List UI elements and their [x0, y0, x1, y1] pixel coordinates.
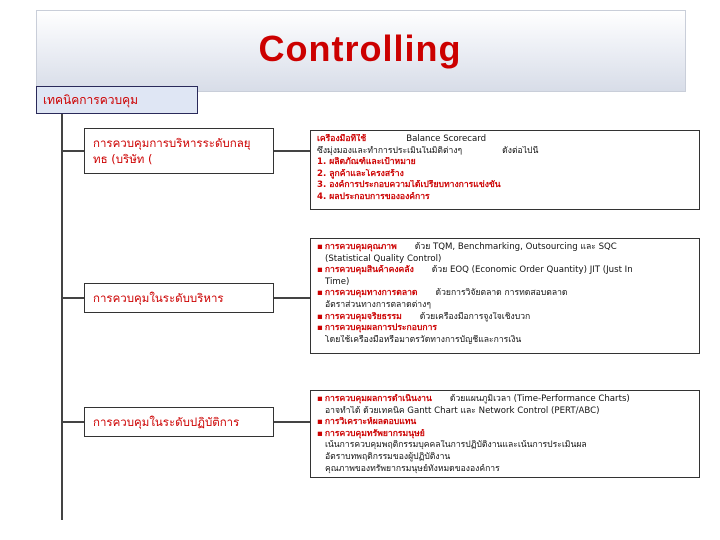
- branch-connector-operational: [61, 421, 85, 423]
- operational-hr: ▪ การควบคุมทรัพยากรมนุษย์: [317, 428, 425, 439]
- root-node: [36, 86, 198, 114]
- branch-node-managerial: [84, 283, 274, 313]
- root-label: เทคนิคการควบคุม: [43, 93, 139, 107]
- managerial-marketing-cont: อัตราส่วนทางการตลาดต่างๆ: [325, 299, 431, 310]
- branch-strategic-label-1: การควบคุมการบริหารระดับกลยุ: [93, 136, 251, 150]
- strategic-item-2: 2. ลูกค้าและโครงสร้าง: [317, 168, 404, 179]
- detail-connector-strategic: [274, 150, 310, 152]
- strategic-tool-label: เครื่องมือที่ใช้: [317, 134, 367, 144]
- operational-cost: ▪ การวิเคราะห์ผลตอบแทน: [317, 417, 417, 428]
- managerial-ethics: ▪ การควบคุมจริยธรรม ด้วยเครื่องมือการจูงใจเชิงบวก: [317, 311, 531, 322]
- branch-node-operational: [84, 407, 274, 437]
- strategic-item-4: 4. ผลประกอบการขององค์การ: [317, 191, 430, 202]
- branch-managerial-label: การควบคุมในระดับบริหาร: [93, 291, 224, 305]
- managerial-inventory: ▪ การควบคุมสินค้าคงคลัง ด้วย EOQ (Economic Order Quantity) JIT (Just In: [317, 265, 633, 276]
- branch-strategic-label-2: ทธ (บริษัท (: [93, 152, 153, 166]
- detail-connector-operational: [274, 421, 310, 423]
- operational-hr-cont-3: คุณภาพของทรัพยากรมนุษย์ทั้งหมดขององค์การ: [325, 463, 500, 474]
- strategic-desc: ซึ่งมุ่งมองและทำการประเมินในมิติต่างๆ: [317, 145, 463, 156]
- slide-title: Controlling: [258, 28, 462, 69]
- managerial-inventory-cont: Time): [325, 276, 350, 287]
- operational-timing-cont: อาจทำได้ ด้วยเทคนิค Gantt Chart และ Network Control (PERT/ABC): [325, 405, 600, 416]
- managerial-performance-cont: โดยใช้เครื่องมือหรือมาตรวัดทางการบัญชีและการเงิน: [325, 334, 522, 345]
- operational-hr-cont-1: เน้นการควบคุมพฤติกรรมบุคคลในการปฏิบัติงานและเน้นการประเมินผล: [325, 440, 587, 451]
- branch-connector-managerial: [61, 297, 85, 299]
- detail-box-strategic: [310, 130, 700, 210]
- strategic-desc-tail: ดังต่อไปนี้: [502, 145, 539, 156]
- managerial-quality: ▪ การควบคุมคุณภาพ ด้วย TQM, Benchmarking, Outsourcing และ SQC: [317, 242, 617, 252]
- tree-spine: [61, 114, 63, 520]
- operational-hr-cont-2: อัตราบทพฤติกรรมของผู้ปฏิบัติงาน: [325, 451, 451, 462]
- managerial-quality-cont: (Statistical Quality Control): [325, 253, 442, 264]
- managerial-marketing: ▪ การควบคุมทางการตลาด ด้วยการวิจัยตลาด การทดสอบตลาด: [317, 288, 568, 299]
- strategic-item-1: 1. ผลิตภัณฑ์และเป้าหมาย: [317, 157, 416, 168]
- strategic-item-3: 3. องค์การประกอบความได้เปรียบทางการแข่งขัน: [317, 180, 501, 191]
- branch-node-strategic: [84, 128, 274, 174]
- detail-box-managerial: [310, 238, 700, 354]
- strategic-tool-value: Balance Scorecard: [406, 134, 487, 144]
- branch-operational-label: การควบคุมในระดับปฏิบัติการ: [93, 415, 240, 429]
- branch-connector-strategic: [61, 150, 85, 152]
- managerial-performance: ▪ การควบคุมผลการประกอบการ: [317, 323, 438, 334]
- detail-connector-managerial: [274, 297, 310, 299]
- operational-timing: ▪ การควบคุมผลการดำเนินงาน ด้วยแผนภูมิเวลา (Time-Performance Charts): [317, 394, 630, 404]
- detail-box-operational: [310, 390, 700, 478]
